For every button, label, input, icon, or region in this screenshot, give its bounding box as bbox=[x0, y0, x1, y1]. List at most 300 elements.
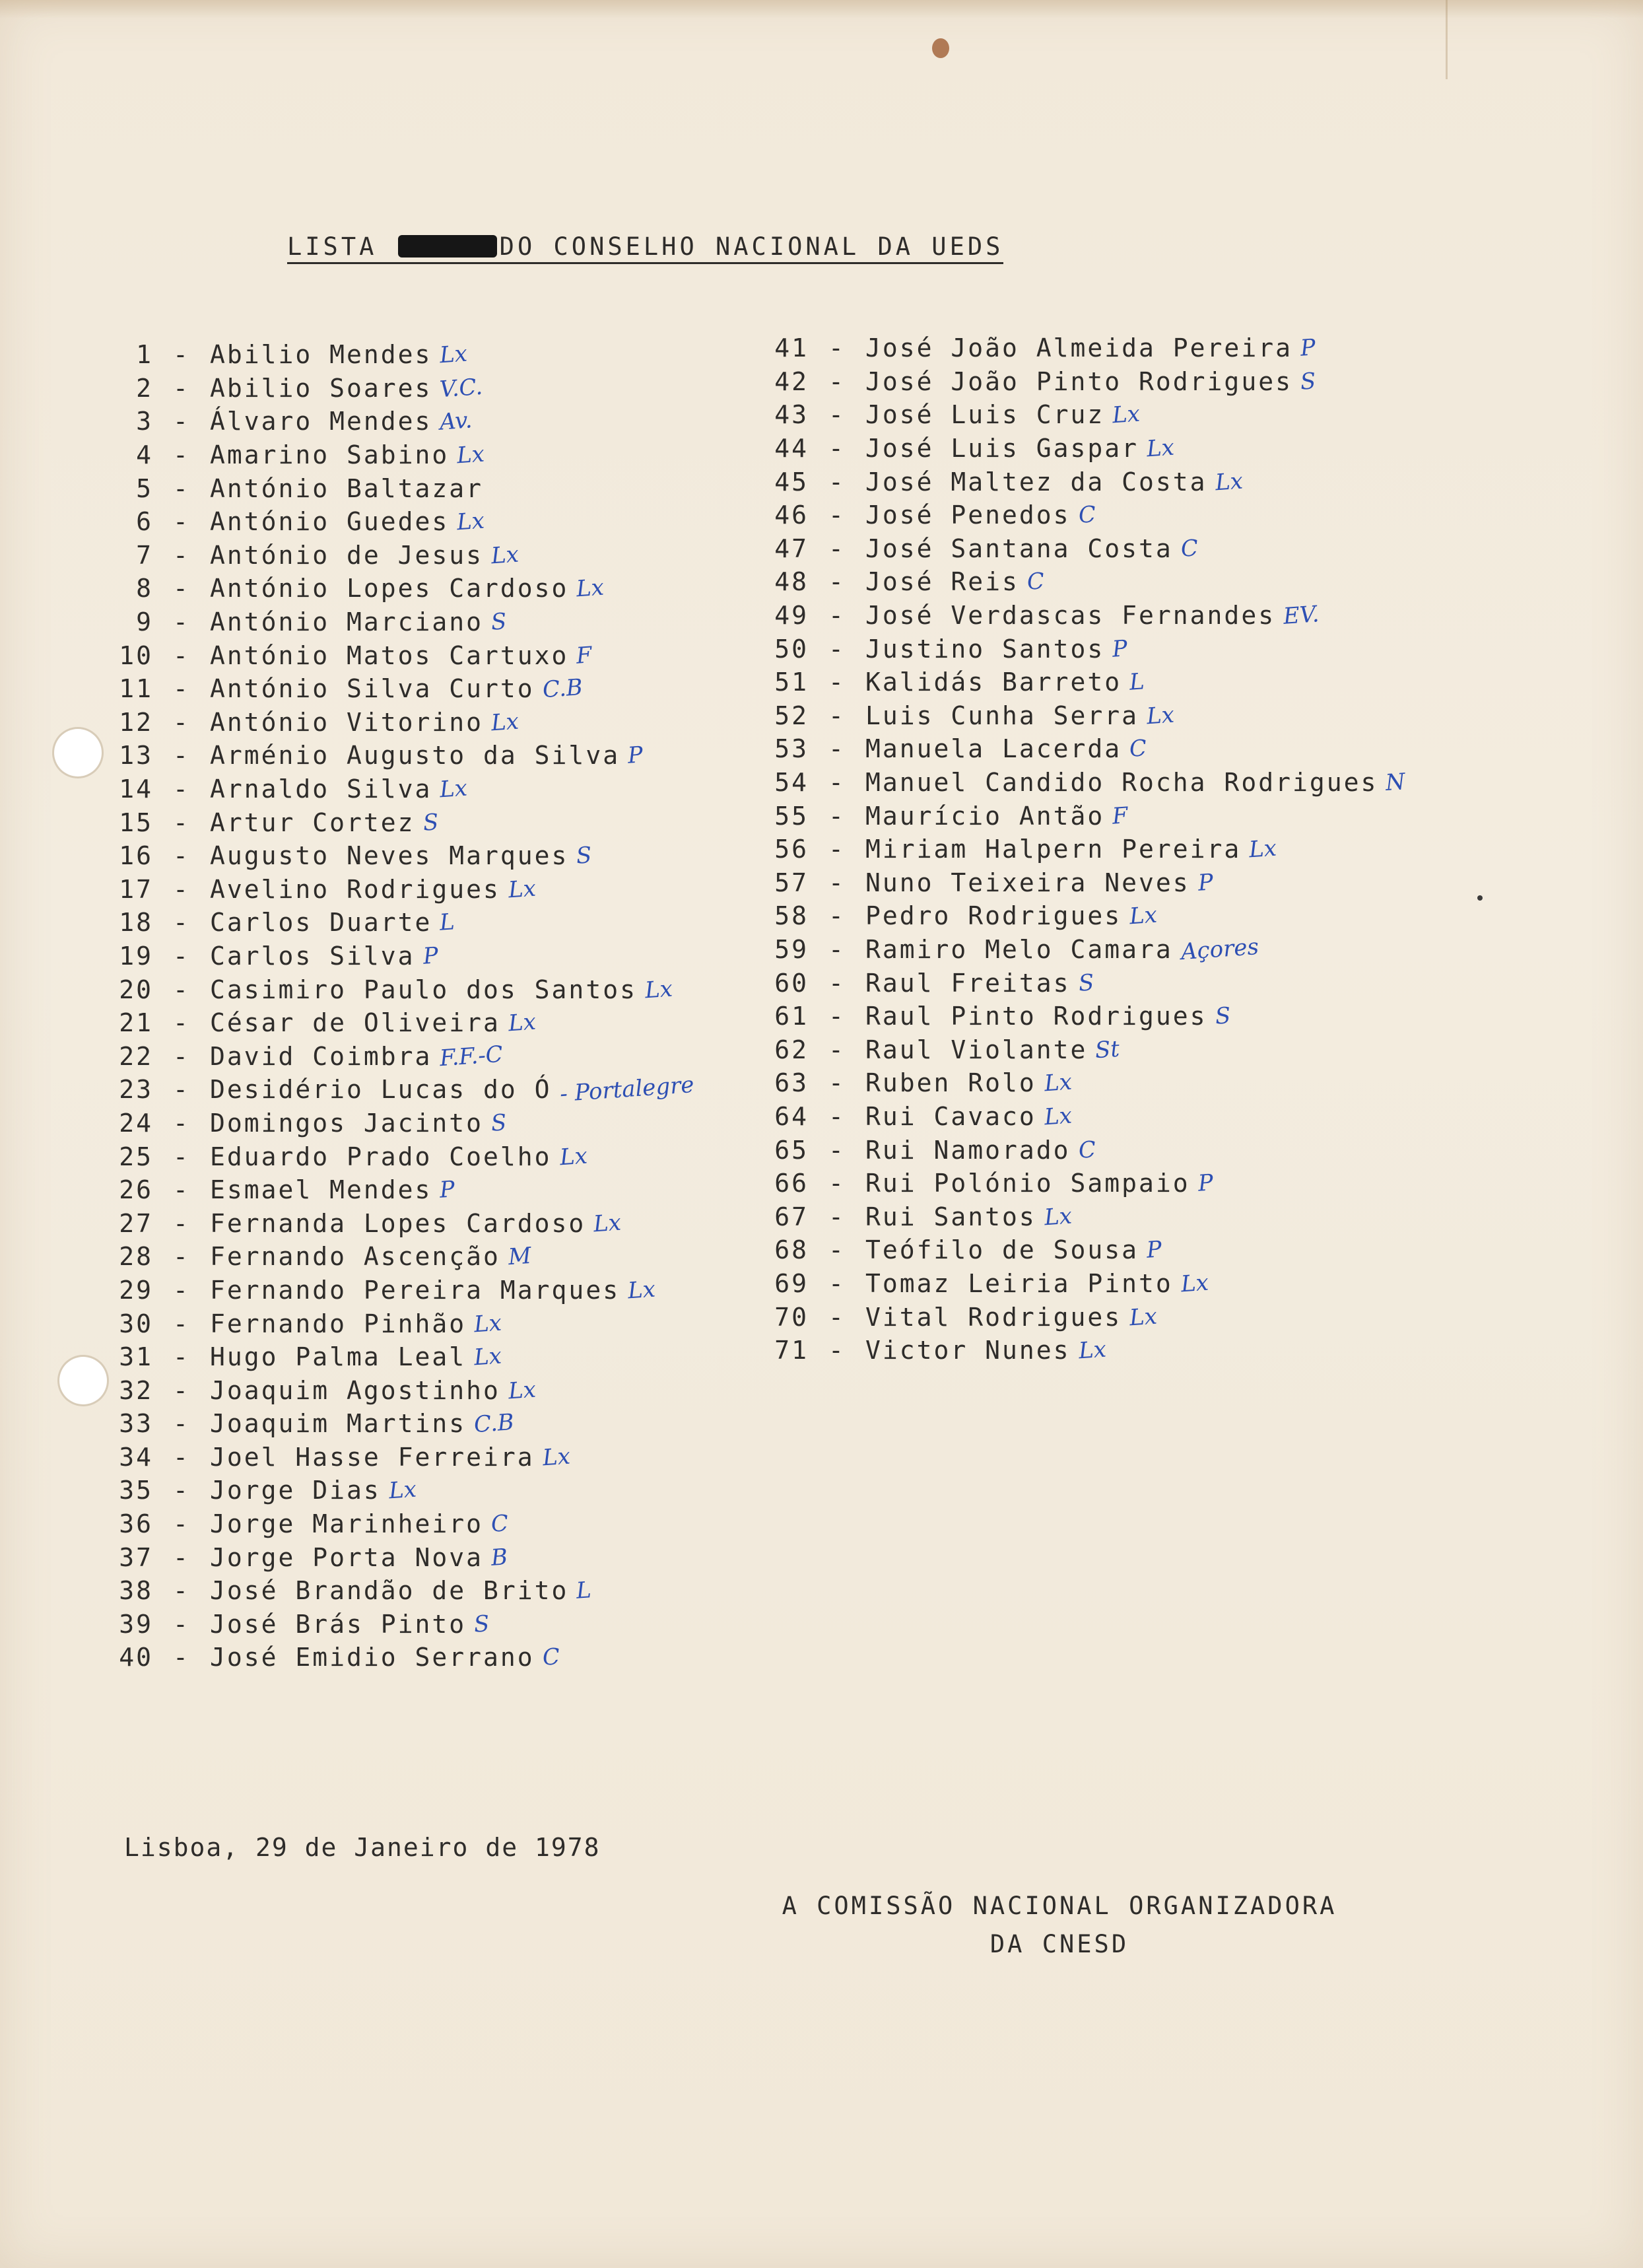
item-number: 62 bbox=[774, 1035, 809, 1064]
item-name: António Marciano bbox=[210, 607, 484, 637]
list-item bbox=[112, 1140, 694, 1173]
item-name: Maurício Antão bbox=[865, 801, 1105, 831]
handwritten-note: Lx bbox=[473, 1342, 503, 1371]
item-number: 54 bbox=[774, 768, 809, 798]
list-item bbox=[768, 1167, 1405, 1200]
list-item bbox=[768, 1300, 1405, 1334]
item-name: Álvaro Mendes bbox=[210, 407, 432, 436]
handwritten-note: S bbox=[422, 808, 440, 837]
item-name: Augusto Neves Marques bbox=[210, 841, 569, 871]
list-item bbox=[112, 873, 694, 907]
item-dash: - bbox=[828, 701, 846, 730]
item-name: Manuela Lacerda bbox=[865, 734, 1122, 764]
list-item bbox=[112, 1307, 694, 1340]
item-number: 71 bbox=[774, 1336, 809, 1365]
item-number: 37 bbox=[119, 1542, 153, 1572]
item-dash: - bbox=[828, 1235, 846, 1265]
document-title bbox=[287, 232, 1003, 264]
item-dash: - bbox=[828, 1135, 846, 1165]
item-dash: - bbox=[173, 540, 190, 570]
title-partial: DO bbox=[499, 232, 536, 261]
handwritten-note: B bbox=[490, 1543, 509, 1571]
item-dash: - bbox=[828, 1101, 846, 1131]
item-dash: - bbox=[828, 434, 846, 464]
item-name: Joaquim Agostinho bbox=[210, 1375, 500, 1405]
handwritten-note: S bbox=[1299, 368, 1317, 395]
item-number: 8 bbox=[136, 574, 153, 603]
list-item bbox=[768, 365, 1405, 399]
item-name: Fernando Ascenção bbox=[210, 1242, 500, 1272]
item-number: 22 bbox=[119, 1041, 153, 1071]
list-item bbox=[112, 505, 694, 539]
list-item bbox=[112, 1274, 694, 1307]
item-number: 40 bbox=[119, 1643, 153, 1672]
item-number: 31 bbox=[119, 1342, 153, 1372]
member-list-right bbox=[768, 331, 1405, 1367]
handwritten-note: F bbox=[576, 641, 593, 670]
handwritten-note: C bbox=[1077, 501, 1096, 530]
item-number: 46 bbox=[774, 500, 809, 530]
item-dash: - bbox=[173, 841, 190, 871]
handwritten-note: Lx bbox=[541, 1443, 571, 1472]
handwritten-note: S bbox=[1077, 969, 1095, 997]
handwritten-note: Lx bbox=[1145, 434, 1176, 463]
item-number: 70 bbox=[774, 1302, 809, 1332]
title-prefix: LISTA bbox=[287, 232, 378, 261]
list-item bbox=[112, 1641, 694, 1674]
item-name: Eduardo Prado Coelho bbox=[210, 1142, 552, 1171]
handwritten-note: L bbox=[576, 1577, 593, 1605]
item-dash: - bbox=[173, 607, 190, 637]
item-number: 36 bbox=[119, 1509, 153, 1539]
item-name: Kalidás Barreto bbox=[865, 668, 1122, 697]
item-dash: - bbox=[173, 507, 190, 537]
handwritten-note: Lx bbox=[439, 340, 469, 369]
item-dash: - bbox=[173, 1576, 190, 1606]
item-name: José Luis Cruz bbox=[865, 400, 1105, 430]
handwritten-note: EV. bbox=[1282, 601, 1320, 630]
list-item bbox=[112, 638, 694, 672]
item-number: 49 bbox=[774, 601, 809, 631]
handwritten-note: Lx bbox=[576, 574, 605, 603]
item-name: José João Pinto Rodrigues bbox=[865, 366, 1292, 396]
item-dash: - bbox=[828, 567, 846, 597]
handwritten-note: Lx bbox=[490, 541, 520, 570]
item-number: 32 bbox=[119, 1375, 153, 1405]
item-dash: - bbox=[828, 634, 846, 664]
item-dash: - bbox=[828, 801, 846, 831]
item-dash: - bbox=[173, 1008, 190, 1038]
item-number: 41 bbox=[774, 333, 809, 363]
handwritten-note: Açores bbox=[1180, 933, 1259, 966]
item-name: Victor Nunes bbox=[865, 1336, 1071, 1365]
item-name: Vital Rodrigues bbox=[865, 1302, 1122, 1332]
item-name: Arnaldo Silva bbox=[210, 774, 432, 804]
item-dash: - bbox=[173, 1509, 190, 1539]
handwritten-note: Lx bbox=[644, 975, 674, 1004]
item-name: César de Oliveira bbox=[210, 1008, 500, 1038]
item-name: Justino Santos bbox=[865, 634, 1105, 664]
ink-speck bbox=[1477, 895, 1483, 901]
item-name: Nuno Teixeira Neves bbox=[865, 868, 1190, 897]
item-dash: - bbox=[828, 934, 846, 964]
list-item bbox=[112, 1206, 694, 1240]
item-name: Esmael Mendes bbox=[210, 1175, 432, 1205]
list-item bbox=[112, 572, 694, 605]
item-dash: - bbox=[173, 1476, 190, 1505]
list-item bbox=[112, 940, 694, 973]
item-number: 12 bbox=[119, 707, 153, 737]
item-number: 13 bbox=[119, 741, 153, 771]
list-item bbox=[768, 432, 1405, 465]
item-number: 35 bbox=[119, 1476, 153, 1505]
item-number: 58 bbox=[774, 901, 809, 931]
item-number: 21 bbox=[119, 1008, 153, 1038]
list-item bbox=[768, 666, 1405, 699]
item-dash: - bbox=[173, 1375, 190, 1405]
item-number: 15 bbox=[119, 808, 153, 837]
item-name: Rui Polónio Sampaio bbox=[865, 1169, 1190, 1198]
handwritten-note: Lx bbox=[592, 1209, 622, 1238]
list-item bbox=[112, 839, 694, 873]
handwritten-note: Av. bbox=[439, 407, 473, 436]
handwritten-note: Lx bbox=[507, 1008, 537, 1037]
item-name: Teófilo de Sousa bbox=[865, 1235, 1139, 1265]
item-name: António de Jesus bbox=[210, 540, 484, 570]
punch-hole-top bbox=[54, 729, 102, 776]
item-number: 45 bbox=[774, 467, 809, 497]
list-item bbox=[112, 706, 694, 739]
handwritten-note: Lx bbox=[490, 708, 520, 737]
handwritten-note: L bbox=[1128, 668, 1146, 696]
item-number: 43 bbox=[774, 400, 809, 430]
list-item bbox=[112, 539, 694, 572]
item-name: Ruben Rolo bbox=[865, 1068, 1036, 1098]
item-number: 56 bbox=[774, 835, 809, 864]
item-dash: - bbox=[828, 533, 846, 563]
handwritten-note: Lx bbox=[1043, 1102, 1073, 1131]
handwritten-note: Lx bbox=[455, 507, 486, 536]
handwritten-note: Lx bbox=[1248, 835, 1278, 864]
list-item bbox=[768, 565, 1405, 599]
item-number: 68 bbox=[774, 1235, 809, 1265]
item-number: 20 bbox=[119, 975, 153, 1004]
handwritten-note: S bbox=[576, 842, 593, 870]
item-name: Amarino Sabino bbox=[210, 440, 450, 470]
item-dash: - bbox=[828, 601, 846, 631]
list-item bbox=[112, 1574, 694, 1608]
item-name: Arménio Augusto da Silva bbox=[210, 741, 620, 771]
list-item bbox=[768, 599, 1405, 633]
handwritten-note: Lx bbox=[1214, 467, 1244, 497]
item-name: Luis Cunha Serra bbox=[865, 701, 1139, 730]
list-item bbox=[112, 672, 694, 706]
item-dash: - bbox=[828, 768, 846, 798]
signature-block bbox=[772, 1887, 1347, 1964]
item-number: 2 bbox=[136, 373, 153, 403]
item-dash: - bbox=[173, 1142, 190, 1171]
item-number: 65 bbox=[774, 1135, 809, 1165]
handwritten-note: Lx bbox=[1128, 901, 1158, 930]
item-dash: - bbox=[173, 574, 190, 603]
item-number: 63 bbox=[774, 1068, 809, 1098]
item-name: Casimiro Paulo dos Santos bbox=[210, 975, 637, 1004]
list-item bbox=[768, 933, 1405, 967]
item-number: 39 bbox=[119, 1609, 153, 1639]
list-item bbox=[112, 405, 694, 438]
item-number: 61 bbox=[774, 1002, 809, 1031]
item-dash: - bbox=[828, 1302, 846, 1332]
item-number: 7 bbox=[136, 540, 153, 570]
item-name: José Penedos bbox=[865, 500, 1071, 530]
handwritten-note: P bbox=[1197, 1169, 1214, 1197]
handwritten-note: C bbox=[541, 1643, 561, 1672]
item-dash: - bbox=[173, 975, 190, 1004]
list-item bbox=[768, 1233, 1405, 1267]
item-dash: - bbox=[828, 1002, 846, 1031]
item-dash: - bbox=[173, 874, 190, 904]
item-name: Fernanda Lopes Cardoso bbox=[210, 1208, 586, 1238]
item-name: António Silva Curto bbox=[210, 674, 535, 704]
list-item bbox=[768, 331, 1405, 365]
item-number: 67 bbox=[774, 1202, 809, 1231]
item-number: 25 bbox=[119, 1142, 153, 1171]
item-dash: - bbox=[828, 835, 846, 864]
item-number: 57 bbox=[774, 868, 809, 897]
list-item bbox=[768, 766, 1405, 800]
item-number: 19 bbox=[119, 941, 153, 971]
item-dash: - bbox=[828, 500, 846, 530]
list-item bbox=[768, 833, 1405, 866]
item-number: 59 bbox=[774, 934, 809, 964]
item-dash: - bbox=[173, 774, 190, 804]
item-dash: - bbox=[173, 1309, 190, 1338]
list-item bbox=[112, 1340, 694, 1374]
handwritten-note: Lx bbox=[1043, 1068, 1073, 1097]
item-dash: - bbox=[173, 1108, 190, 1138]
item-name: Manuel Candido Rocha Rodrigues bbox=[865, 768, 1378, 798]
item-dash: - bbox=[173, 340, 190, 370]
item-number: 11 bbox=[119, 674, 153, 704]
item-number: 29 bbox=[119, 1275, 153, 1305]
handwritten-note: Lx bbox=[387, 1476, 417, 1505]
handwritten-note: Lx bbox=[1077, 1336, 1107, 1365]
list-item bbox=[112, 1441, 694, 1474]
item-number: 34 bbox=[119, 1442, 153, 1472]
item-name: António Baltazar bbox=[210, 473, 484, 503]
item-name: José Brás Pinto bbox=[210, 1609, 467, 1639]
item-dash: - bbox=[828, 400, 846, 430]
list-item bbox=[768, 899, 1405, 933]
item-dash: - bbox=[828, 366, 846, 396]
item-name: Hugo Palma Leal bbox=[210, 1342, 467, 1372]
item-name: Carlos Silva bbox=[210, 941, 415, 971]
item-number: 42 bbox=[774, 366, 809, 396]
list-item bbox=[112, 739, 694, 773]
item-dash: - bbox=[173, 1442, 190, 1472]
item-dash: - bbox=[173, 1242, 190, 1272]
handwritten-note: P bbox=[1299, 334, 1317, 362]
list-item bbox=[112, 471, 694, 505]
item-number: 52 bbox=[774, 701, 809, 730]
handwritten-note: St bbox=[1094, 1035, 1121, 1064]
list-item bbox=[768, 866, 1405, 900]
item-number: 26 bbox=[119, 1175, 153, 1205]
item-name: José João Almeida Pereira bbox=[865, 333, 1292, 363]
item-name: Abilio Mendes bbox=[210, 340, 432, 370]
handwritten-note: Lx bbox=[507, 1376, 537, 1405]
title-suffix: CONSELHO NACIONAL DA UEDS bbox=[553, 232, 1004, 261]
item-number: 24 bbox=[119, 1108, 153, 1138]
list-item bbox=[112, 1608, 694, 1641]
item-name: Joaquim Martins bbox=[210, 1409, 467, 1439]
place-date: Lisboa, 29 de Janeiro de 1978 bbox=[124, 1833, 601, 1862]
list-item bbox=[112, 338, 694, 372]
ink-stain bbox=[932, 38, 949, 58]
item-name: Rui Cavaco bbox=[865, 1101, 1036, 1131]
item-dash: - bbox=[828, 1169, 846, 1198]
paper-edge bbox=[0, 0, 1643, 18]
list-item bbox=[112, 1474, 694, 1507]
item-dash: - bbox=[173, 941, 190, 971]
item-name: José Brandão de Brito bbox=[210, 1576, 569, 1606]
handwritten-note: Lx bbox=[455, 440, 486, 469]
item-number: 28 bbox=[119, 1242, 153, 1272]
handwritten-note: C bbox=[1026, 568, 1046, 596]
item-name: Ramiro Melo Camara bbox=[865, 934, 1173, 964]
list-item bbox=[768, 498, 1405, 532]
list-item bbox=[768, 532, 1405, 566]
item-number: 4 bbox=[136, 440, 153, 470]
list-item bbox=[768, 799, 1405, 833]
item-name: Desidério Lucas do Ó bbox=[210, 1075, 552, 1105]
item-name: José Luis Gaspar bbox=[865, 434, 1139, 464]
list-item bbox=[768, 1000, 1405, 1033]
item-dash: - bbox=[173, 1409, 190, 1439]
item-name: Miriam Halpern Pereira bbox=[865, 835, 1242, 864]
list-item bbox=[112, 1407, 694, 1441]
item-number: 6 bbox=[136, 507, 153, 537]
item-name: Abilio Soares bbox=[210, 373, 432, 403]
redaction-mark bbox=[398, 235, 497, 258]
item-number: 27 bbox=[119, 1208, 153, 1238]
list-item bbox=[768, 1267, 1405, 1301]
item-dash: - bbox=[173, 440, 190, 470]
item-dash: - bbox=[828, 1202, 846, 1231]
handwritten-note: C bbox=[1077, 1136, 1096, 1164]
item-number: 60 bbox=[774, 968, 809, 998]
item-dash: - bbox=[173, 707, 190, 737]
list-item bbox=[112, 1173, 694, 1207]
item-dash: - bbox=[173, 1609, 190, 1639]
item-dash: - bbox=[828, 668, 846, 697]
item-dash: - bbox=[828, 901, 846, 931]
item-name: David Coimbra bbox=[210, 1041, 432, 1071]
handwritten-note: Lx bbox=[1145, 701, 1176, 730]
handwritten-note: P bbox=[439, 1176, 456, 1204]
list-item bbox=[112, 1073, 694, 1107]
list-item bbox=[112, 1507, 694, 1541]
item-number: 38 bbox=[119, 1576, 153, 1606]
item-dash: - bbox=[173, 1175, 190, 1205]
item-dash: - bbox=[173, 1208, 190, 1238]
item-number: 1 bbox=[136, 340, 153, 370]
item-name: José Reis bbox=[865, 567, 1019, 597]
item-number: 10 bbox=[119, 640, 153, 670]
handwritten-note: P bbox=[1111, 635, 1129, 663]
item-number: 66 bbox=[774, 1169, 809, 1198]
item-name: José Maltez da Costa bbox=[865, 467, 1207, 497]
item-number: 18 bbox=[119, 908, 153, 938]
list-item bbox=[112, 605, 694, 639]
item-name: António Matos Cartuxo bbox=[210, 640, 569, 670]
item-name: Domingos Jacinto bbox=[210, 1108, 484, 1138]
list-item bbox=[112, 1107, 694, 1140]
item-dash: - bbox=[828, 1035, 846, 1064]
list-item bbox=[112, 1373, 694, 1407]
handwritten-note: P bbox=[422, 942, 439, 970]
item-dash: - bbox=[173, 674, 190, 704]
list-item bbox=[112, 1039, 694, 1073]
handwritten-note: S bbox=[473, 1610, 490, 1638]
item-name: Carlos Duarte bbox=[210, 908, 432, 938]
handwritten-note: Lx bbox=[1043, 1202, 1073, 1231]
list-item bbox=[768, 398, 1405, 432]
list-item bbox=[768, 1133, 1405, 1167]
item-name: António Lopes Cardoso bbox=[210, 574, 569, 603]
handwritten-note: - Portalegre bbox=[558, 1072, 695, 1108]
item-name: António Guedes bbox=[210, 507, 450, 537]
item-number: 17 bbox=[119, 874, 153, 904]
item-dash: - bbox=[173, 1342, 190, 1372]
handwritten-note: M bbox=[507, 1243, 533, 1271]
handwritten-note: Lx bbox=[558, 1142, 588, 1171]
list-item bbox=[768, 465, 1405, 498]
handwritten-note: S bbox=[490, 1109, 508, 1137]
item-dash: - bbox=[173, 473, 190, 503]
item-name: Artur Cortez bbox=[210, 808, 415, 837]
item-number: 9 bbox=[136, 607, 153, 637]
item-number: 14 bbox=[119, 774, 153, 804]
handwritten-note: C.B bbox=[541, 674, 584, 704]
item-dash: - bbox=[828, 333, 846, 363]
item-dash: - bbox=[173, 808, 190, 837]
item-name: Jorge Marinheiro bbox=[210, 1509, 484, 1539]
item-number: 51 bbox=[774, 668, 809, 697]
item-number: 53 bbox=[774, 734, 809, 764]
item-dash: - bbox=[828, 734, 846, 764]
item-number: 23 bbox=[119, 1075, 153, 1105]
item-name: António Vitorino bbox=[210, 707, 484, 737]
item-dash: - bbox=[828, 467, 846, 497]
item-dash: - bbox=[828, 1268, 846, 1298]
item-name: Jorge Porta Nova bbox=[210, 1542, 484, 1572]
item-name: José Verdascas Fernandes bbox=[865, 601, 1276, 631]
handwritten-note: C.B bbox=[473, 1409, 516, 1439]
item-number: 33 bbox=[119, 1409, 153, 1439]
handwritten-note: S bbox=[1214, 1002, 1232, 1030]
item-name: Tomaz Leiria Pinto bbox=[865, 1268, 1173, 1298]
handwritten-note: Lx bbox=[473, 1309, 503, 1338]
item-dash: - bbox=[173, 1041, 190, 1071]
item-name: José Santana Costa bbox=[865, 533, 1173, 563]
handwritten-note: S bbox=[490, 608, 508, 636]
handwritten-note: Lx bbox=[439, 774, 469, 804]
handwritten-note: Lx bbox=[626, 1276, 657, 1305]
handwritten-note: C bbox=[1128, 735, 1148, 763]
handwritten-note: L bbox=[439, 909, 456, 937]
item-name: José Emidio Serrano bbox=[210, 1643, 535, 1672]
